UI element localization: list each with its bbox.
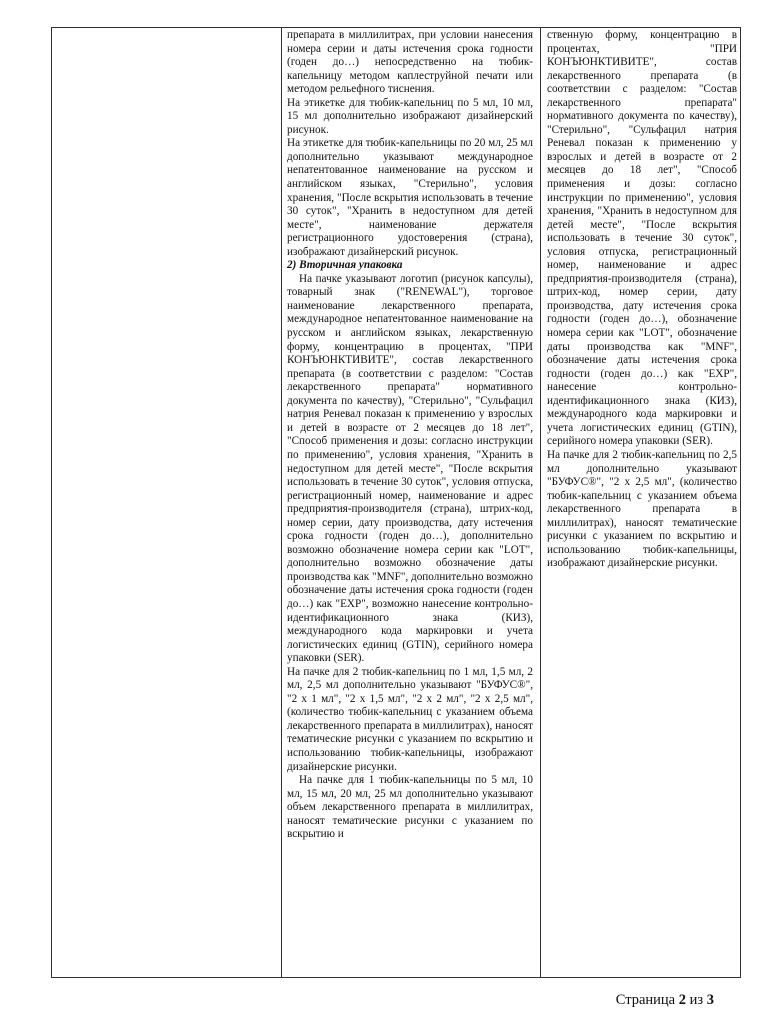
column-divider [281, 28, 282, 977]
page-label: Страница [615, 992, 676, 1008]
secondary-packaging-heading: 2) Вторичная упаковка [287, 259, 403, 272]
page-number [616, 992, 714, 1009]
middle-paragraph-3: На этикетке для тюбик-капельницы по 20 мл, 25 мл дополнительно указывают международное непатентованное наименование на русском и английском языках, "Стерильно", условия хранения, "После вскрытия использовать в течение 30 суток", "Хранить в недоступном для детей месте", наименование держателя регистрационного удостоверения (страна), изображают дизайнерский рисунок. [287, 137, 533, 258]
right-paragraph-2: На пачке для 2 тюбик-капельниц по 2,5 мл дополнительно указывают "БУФУС®", "2 х 2,5 мл", (количество тюбик-капельниц с указанием объема лекарственного препарата в миллилитрах), наносят тематические рисунки с указанием по вскрытию и использованию тюбик-капельницы, изображают дизайнерские рисунки. [547, 448, 737, 570]
middle-paragraph-4: На пачке указывают логотип (рисунок капсулы), товарный знак ("RENEWAL"), торговое наименование лекарственного препарата, международное непатентованное наименование на русском и английском языках, лекарственную форму, концентрацию в процентах, "ПРИ КОНЪЮНКТИВИТЕ", состав лекарственного препарата (в соответствии с разделом: "Состав лекарственного препарата" нормативного документа по качеству), "Стерильно", "Сульфацил натрия Реневал показан к применению у взрослых и детей в возрасте от 2 месяцев до 18 лет", "Способ применения и дозы: согласно инструкции по применению", условия хранения, "Хранить в недоступном для детей месте", "После вскрытия использовать в течение 30 суток", условия отпуска, регистрационный номер, наименование и адрес предприятия-производителя (страна), штрих-код, номер серии, дату производства, дату истечения срока годности (годен до…), дополнительно возможно обозначение номера серии как "LOT", дополнительно возможно обозначение даты производства как "MNF", дополнительно возможно обозначение даты истечения срока годности (годен до…) как "EXP", возможно нанесение контрольно-идентификационного знака (КИЗ), международного кода маркировки и учета логистических единиц (GTIN), серийного номера упаковки (SER). [287, 272, 533, 665]
page-of: из [689, 992, 704, 1008]
document-table [51, 27, 741, 978]
right-paragraph-1: ственную форму, концентрацию в процентах, "ПРИ КОНЪЮНКТИВИТЕ", состав лекарственного препарата (в соответствии с разделом: "Состав лекарственного препарата" нормативного документа по качеству), "Стерильно", "Сульфацил натрия Реневал показан к применению у взрослых и детей в возрасте от 2 месяцев до 18 лет", "Способ применения и дозы: согласно инструкции по применению", условия хранения, "Хранить в недоступном для детей месте", "После вскрытия использовать в течение 30 суток", условия отпуска, регистрационный номер, наименование и адрес предприятия-производителя (страна), штрих-код, номер серии, дату производства, дату истечения срока годности (годен до…), обозначение номера серии как "LOT", обозначение даты производства как "MNF", обозначение даты истечения срока годности (годен до…) как "EXP", нанесение контрольно-идентификационного знака (КИЗ), международного кода маркировки и учета логистических единиц (GTIN), серийного номера упаковки (SER). [547, 29, 737, 448]
middle-paragraph-1: препарата в миллилитрах, при условии нанесения номера серии и даты истечения срока годности (годен до…) непосредственно на тюбик-капельницу методом каплеструйной печати или методом рельефного тиснения. [287, 29, 533, 96]
middle-column-cell [287, 29, 533, 976]
right-column-cell [547, 29, 737, 976]
column-divider [540, 28, 541, 977]
middle-paragraph-6: На пачке для 1 тюбик-капельницы по 5 мл, 10 мл, 15 мл, 20 мл, 25 мл дополнительно указывают объем лекарственного препарата в миллилитрах, наносят тематические рисунки с указанием по вскрытию и [287, 774, 533, 841]
page-current: 2 [678, 992, 686, 1008]
page-total: 3 [706, 992, 714, 1008]
middle-paragraph-2: На этикетке для тюбик-капельниц по 5 мл, 10 мл, 15 мл дополнительно изображают дизайнерский рисунок. [287, 96, 533, 136]
middle-paragraph-5: На пачке для 2 тюбик-капельниц по 1 мл, 1,5 мл, 2 мл, 2,5 мл дополнительно указывают "БУФУС®", "2 х 1 мл", "2 х 1,5 мл", "2 х 2 мл", "2 х 2,5 мл", (количество тюбик-капельниц с указанием объема лекарственного препарата в миллилитрах), наносят тематические рисунки с указанием по вскрытию и использованию тюбик-капельницы, изображают дизайнерские рисунки. [287, 665, 533, 773]
